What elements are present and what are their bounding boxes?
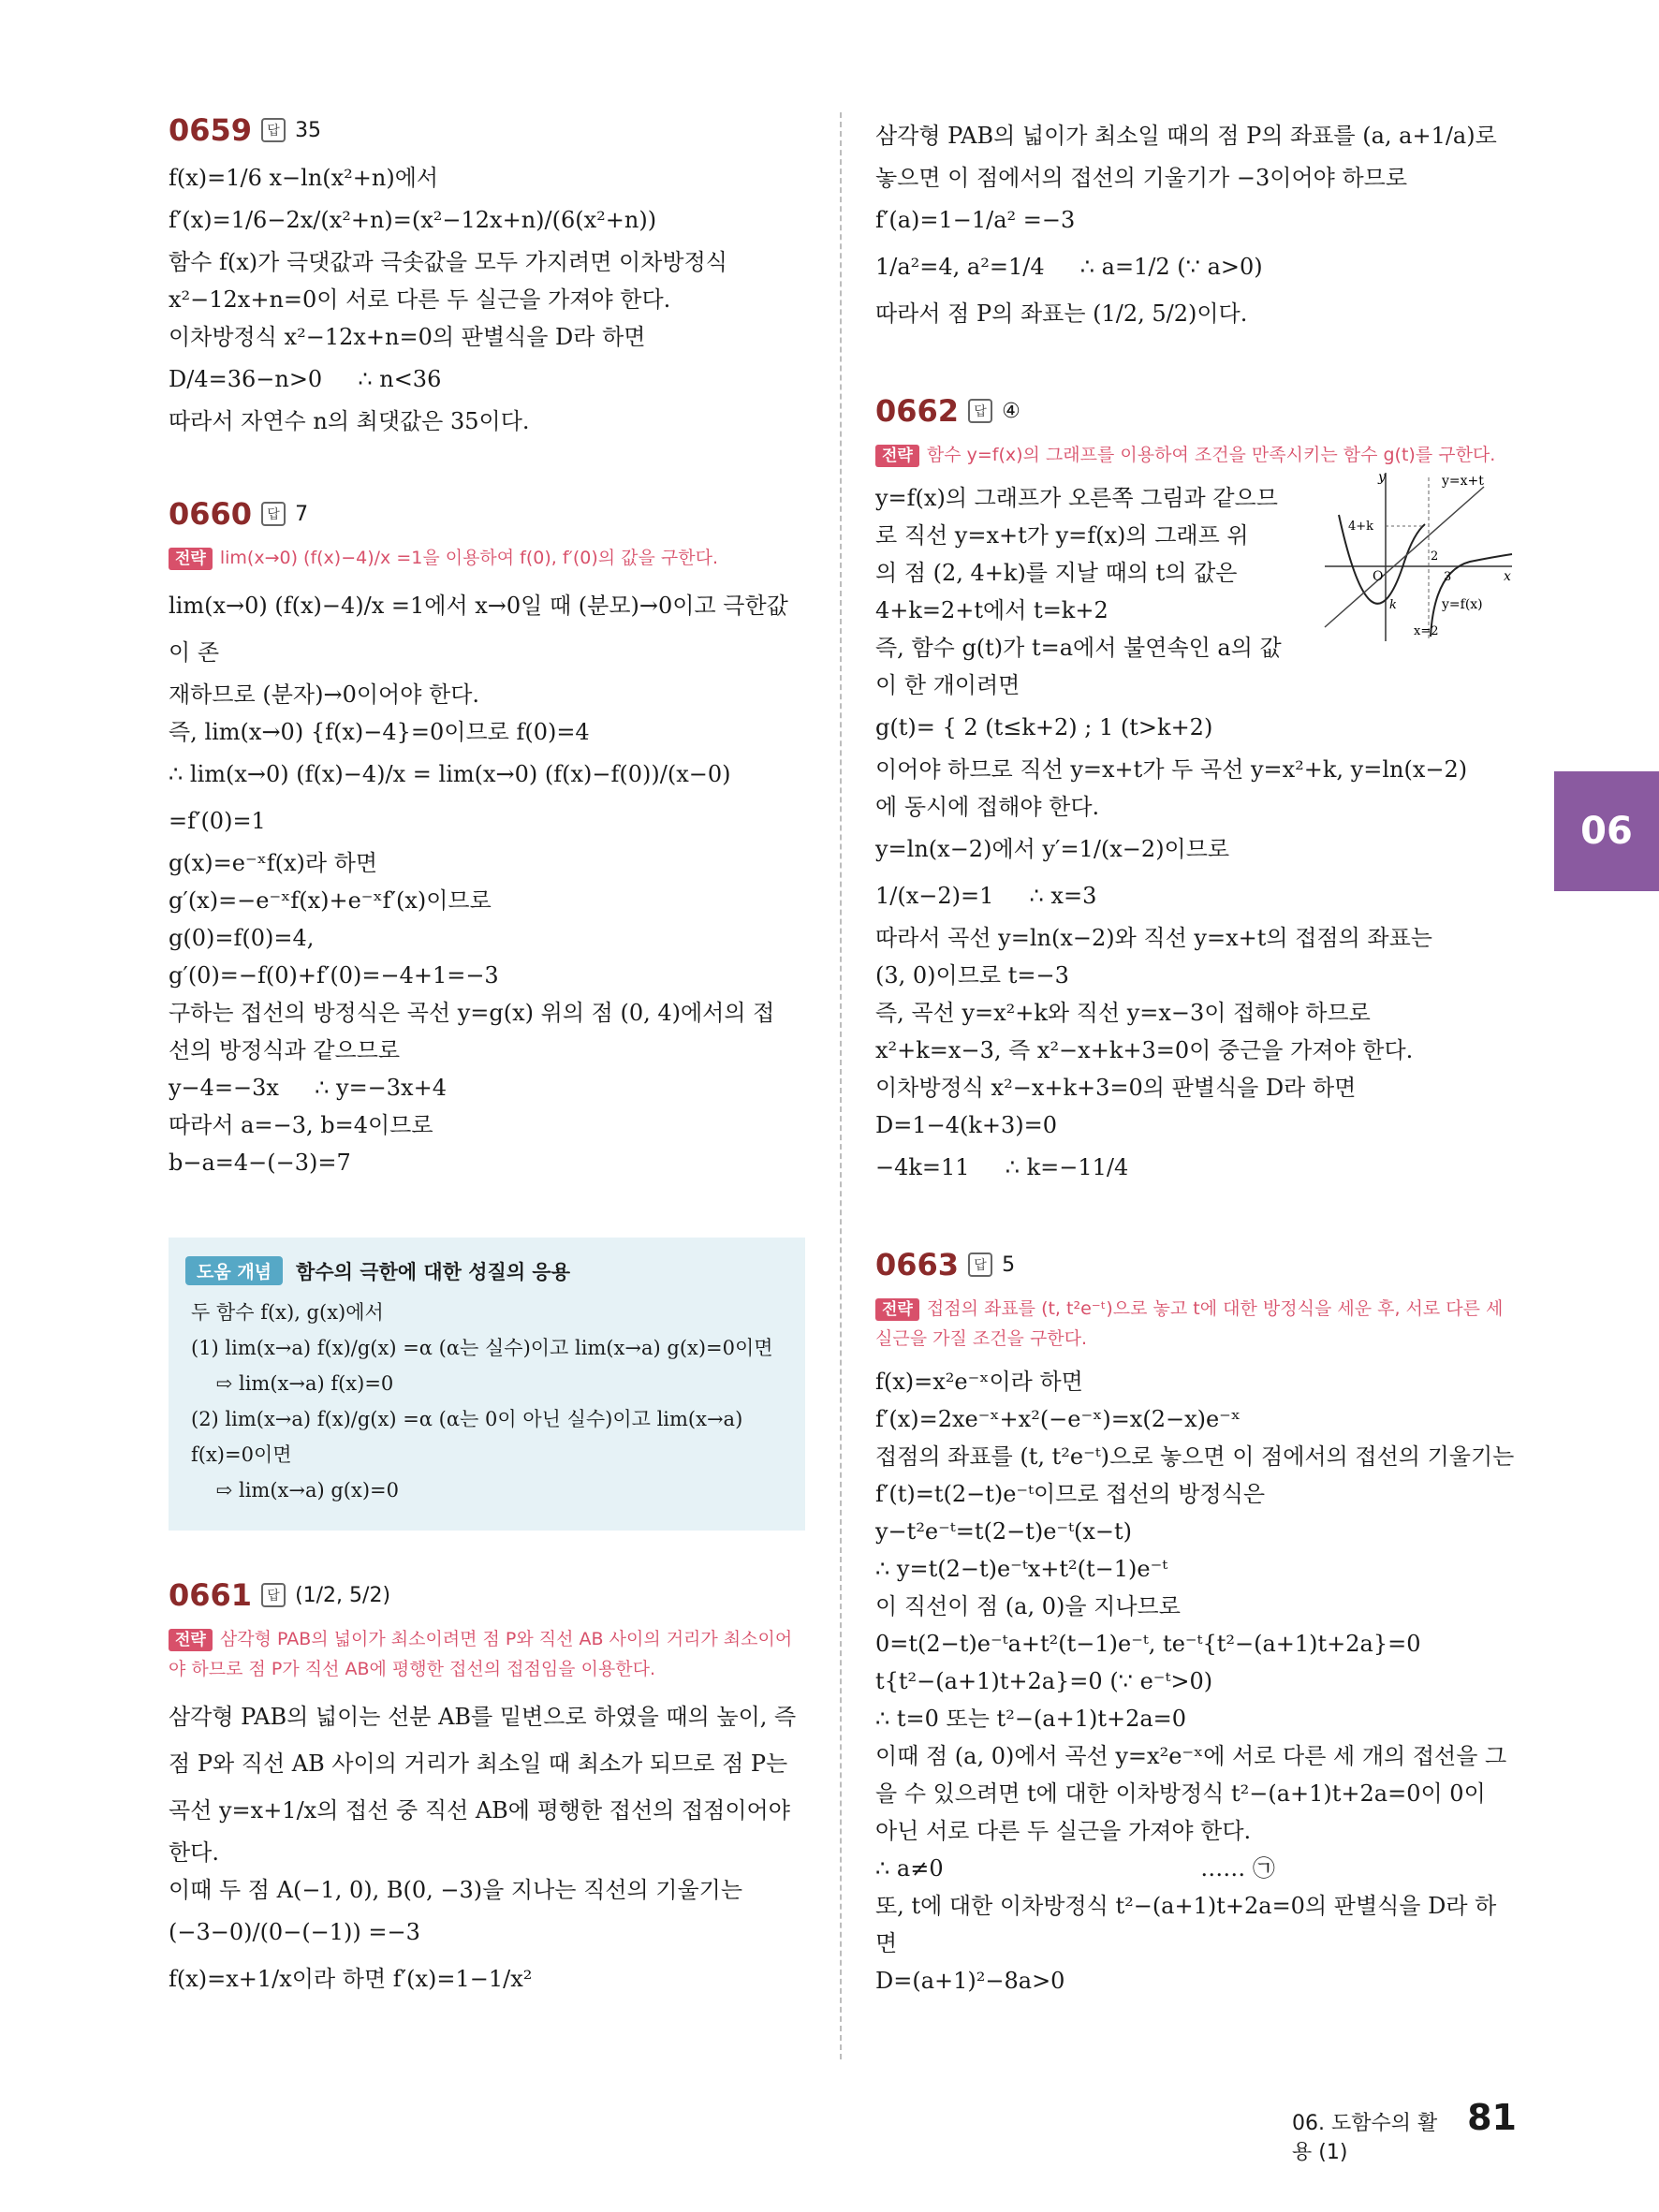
solution-line: ∴ y=t(2−t)e⁻ᵗx+t²(t−1)e⁻ᵗ — [875, 1556, 1168, 1582]
answer-icon: 답 — [261, 502, 286, 526]
solution-line: ∴ t=0 또는 t²−(a+1)t+2a=0 — [875, 1706, 1187, 1732]
solution-line: t{t²−(a+1)t+2a}=0 (∵ e⁻ᵗ>0) — [875, 1668, 1213, 1694]
solution-line: 0=t(2−t)e⁻ᵗa+t²(t−1)e⁻ᵗ, te⁻ᵗ{t²−(a+1)t+2a}=0 — [875, 1631, 1421, 1657]
problem-number: 0659 — [169, 112, 253, 148]
concept-box — [169, 1238, 805, 1531]
solution-line: 점 P와 직선 AB 사이의 거리가 최소일 때 최소가 되므로 점 P는 — [169, 1751, 788, 1777]
problem-0661-continued — [875, 112, 1517, 337]
solution-line: 이 한 개이려면 — [875, 672, 1020, 698]
solution-line: 따라서 자연수 n의 최댓값은 35이다. — [169, 408, 530, 434]
x2-label: 2 — [1431, 549, 1439, 564]
solution-line: f′(x)=2xe⁻ˣ+x²(−e⁻ˣ)=x(2−x)e⁻ˣ — [875, 1406, 1241, 1432]
problem-0661 — [169, 1577, 805, 2002]
solution-line: 따라서 a=−3, b=4이므로 — [169, 1112, 433, 1138]
curve-label: y=f(x) — [1442, 597, 1483, 612]
strategy-note — [169, 543, 805, 573]
solution-line: 즉, 함수 g(t)가 t=a에서 불연속인 a의 값 — [875, 635, 1282, 661]
solution-line: 삼각형 PAB의 넓이는 선분 AB를 밑변으로 하였을 때의 높이, 즉 — [169, 1704, 797, 1730]
solution-line: y=f(x)의 그래프가 오른쪽 그림과 같으므 — [875, 485, 1278, 511]
solution-line: 로 직선 y=x+t가 y=f(x)의 그래프 위 — [875, 522, 1249, 549]
solution-line: g(t)= { 2 (t≤k+2) ; 1 (t>k+2) — [875, 714, 1213, 740]
solution-line: 이어야 하므로 직선 y=x+t가 두 곡선 y=x²+k, y=ln(x−2) — [875, 756, 1468, 783]
problem-0660 — [169, 496, 805, 1181]
solution-line: 에 동시에 접해야 한다. — [875, 794, 1100, 820]
asymptote-label: x=2 — [1414, 624, 1439, 638]
origin-label: O — [1373, 569, 1384, 584]
answer-value: 7 — [295, 502, 309, 526]
solution-line: g′(x)=−e⁻ˣf(x)+e⁻ˣf′(x)이므로 — [169, 887, 492, 914]
graph-figure — [1320, 468, 1517, 646]
solution-line: 아닌 서로 다른 두 실근을 가져야 한다. — [875, 1818, 1252, 1844]
solution-line: f′(t)=t(2−t)e⁻ᵗ이므로 접선의 방정식은 — [875, 1481, 1266, 1507]
page-footer — [1292, 2097, 1517, 2165]
problem-0659 — [169, 112, 805, 440]
problem-header — [875, 1247, 1517, 1282]
solution-line: 또, t에 대한 이차방정식 t²−(a+1)t+2a=0의 판별식을 D라 하면 — [875, 1893, 1497, 1956]
solution-line: D=(a+1)²−8a>0 — [875, 1968, 1065, 1994]
solution-line: 접점의 좌표를 (t, t²e⁻ᵗ)으로 놓으면 이 점에서의 접선의 기울기는 — [875, 1443, 1515, 1470]
solution-line: b−a=4−(−3)=7 — [169, 1150, 351, 1176]
problem-number: 0662 — [875, 393, 960, 429]
solution-line: x²−12x+n=0이 서로 다른 두 실근을 가져야 한다. — [169, 286, 671, 313]
concept-line: 두 함수 f(x), g(x)에서 — [191, 1301, 384, 1324]
right-column — [875, 112, 1517, 2056]
solution-line: (3, 0)이므로 t=−3 — [875, 962, 1069, 989]
solution-line: ∴ a≠0 …… ㉠ — [875, 1855, 1275, 1882]
strategy-note — [875, 1294, 1517, 1354]
solution-line: 한다. — [169, 1839, 219, 1866]
problem-header — [169, 112, 805, 148]
solution-line: 의 점 (2, 4+k)를 지날 때의 t의 값은 — [875, 560, 1238, 586]
solution-line: lim(x→0) (f(x)−4)/x =1에서 x→0일 때 (분모)→0이고 극한값이 존 — [169, 593, 788, 666]
page-number: 81 — [1467, 2097, 1517, 2138]
solution-line: 따라서 점 P의 좌표는 (1/2, 5/2)이다. — [875, 300, 1248, 327]
solution-line: (−3−0)/(0−(−1)) =−3 — [169, 1919, 420, 1945]
solution-line: ∴ lim(x→0) (f(x)−4)/x = lim(x→0) (f(x)−f(0))/(x−0) =f′(0)=1 — [169, 761, 739, 834]
solution-line: 즉, 곡선 y=x²+k와 직선 y=x−3이 접해야 하므로 — [875, 1000, 1371, 1026]
y-mark-label: 4+k — [1348, 520, 1374, 534]
solution-line: D/4=36−n>0 ∴ n<36 — [169, 366, 442, 392]
x3-label: 3 — [1444, 570, 1452, 584]
solution-line: g(0)=f(0)=4, — [169, 925, 315, 951]
strategy-tag: 전략 — [169, 548, 213, 570]
problem-header — [875, 393, 1517, 429]
problem-number: 0660 — [169, 496, 253, 532]
strategy-tag: 전략 — [169, 1629, 213, 1651]
strategy-text: 함수 y=f(x)의 그래프를 이용하여 조건을 만족시키는 함수 g(t)를 구한다. — [926, 445, 1496, 465]
problem-number: 0663 — [875, 1247, 960, 1282]
concept-header — [185, 1256, 788, 1285]
concept-tag: 도움 개념 — [185, 1256, 283, 1285]
strategy-note — [169, 1624, 805, 1684]
strategy-text: 삼각형 PAB의 넓이가 최소이려면 점 P와 직선 AB 사이의 거리가 최소이어야 하므로 점 P가 직선 AB에 평행한 접선의 접점임을 이용한다. — [169, 1629, 793, 1679]
strategy-tag: 전략 — [875, 1298, 919, 1321]
answer-value: 5 — [1002, 1252, 1016, 1277]
problem-0663 — [875, 1247, 1517, 2000]
solution-line: f(x)=x²e⁻ˣ이라 하면 — [875, 1369, 1083, 1395]
solution-line: x²+k=x−3, 즉 x²−x+k+3=0이 중근을 가져야 한다. — [875, 1037, 1414, 1063]
solution-line: 1/a²=4, a²=1/4 ∴ a=1/2 (∵ a>0) — [875, 254, 1263, 280]
solution-line: 이 직선이 점 (a, 0)을 지나므로 — [875, 1593, 1181, 1619]
footer-chapter: 06. 도함수의 활용 (1) — [1292, 2112, 1438, 2164]
solution-line: 놓으면 이 점에서의 접선의 기울기가 −3이어야 하므로 — [875, 165, 1408, 191]
solution-line: 구하는 접선의 방정식은 곡선 y=g(x) 위의 점 (0, 4)에서의 접 — [169, 1000, 775, 1026]
answer-icon: 답 — [261, 1583, 286, 1607]
strategy-text: 접점의 좌표를 (t, t²e⁻ᵗ)으로 놓고 t에 대한 방정식을 세운 후, 서로 다른 세 실근을 가질 조건을 구한다. — [875, 1298, 1504, 1349]
solution-line: 즉, lim(x→0) {f(x)−4}=0이므로 f(0)=4 — [169, 719, 590, 745]
solution-line: 4+k=2+t에서 t=k+2 — [875, 597, 1108, 623]
solution-line: f′(x)=1/6−2x/(x²+n)=(x²−12x+n)/(6(x²+n)) — [169, 207, 657, 233]
answer-value: ④ — [1002, 399, 1020, 423]
solution-line: g(x)=e⁻ˣf(x)라 하면 — [169, 850, 378, 876]
solution-line: y−t²e⁻ᵗ=t(2−t)e⁻ᵗ(x−t) — [875, 1518, 1133, 1545]
solution-line: 곡선 y=x+1/x의 접선 중 직선 AB에 평행한 접선의 접점이어야 — [169, 1797, 790, 1824]
solution-line: 1/(x−2)=1 ∴ x=3 — [875, 883, 1097, 909]
line-label: y=x+t — [1442, 474, 1484, 489]
chapter-side-tab: 06 — [1554, 771, 1659, 891]
problem-header — [169, 496, 805, 532]
solution-line: 함수 f(x)가 극댓값과 극솟값을 모두 가지려면 이차방정식 — [169, 249, 727, 275]
solution-line: 을 수 있으려면 t에 대한 이차방정식 t²−(a+1)t+2a=0이 0이 — [875, 1780, 1486, 1807]
column-divider — [840, 112, 842, 2059]
solution-line: 이때 두 점 A(−1, 0), B(0, −3)을 지나는 직선의 기울기는 — [169, 1877, 743, 1903]
left-column — [169, 112, 805, 2058]
y-axis-label: y — [1378, 470, 1386, 485]
solution-line: f(x)=1/6 x−ln(x²+n)에서 — [169, 165, 439, 191]
solution-line: y−4=−3x ∴ y=−3x+4 — [169, 1075, 447, 1101]
solution-line: 이때 점 (a, 0)에서 곡선 y=x²e⁻ˣ에 서로 다른 세 개의 접선을 그 — [875, 1743, 1507, 1769]
answer-icon: 답 — [968, 1252, 992, 1277]
solution-line: f(x)=x+1/x이라 하면 f′(x)=1−1/x² — [169, 1966, 533, 1992]
concept-line: ⇨ lim(x→a) f(x)=0 — [191, 1372, 394, 1395]
answer-icon: 답 — [968, 399, 992, 423]
solution-line: 따라서 곡선 y=ln(x−2)와 직선 y=x+t의 접점의 좌표는 — [875, 925, 1432, 951]
strategy-tag: 전략 — [875, 445, 919, 467]
x-axis-label: x — [1504, 569, 1511, 584]
solution-line: 삼각형 PAB의 넓이가 최소일 때의 점 P의 좌표를 (a, a+1/a)로 — [875, 123, 1497, 149]
solution-line: g′(0)=−f(0)+f′(0)=−4+1=−3 — [169, 962, 499, 989]
solution-line: D=1−4(k+3)=0 — [875, 1112, 1058, 1138]
k-label: k — [1389, 598, 1397, 612]
concept-line: (2) lim(x→a) f(x)/g(x) =α (α는 0이 아닌 실수)이고 lim(x→a) f(x)=0이면 — [191, 1408, 749, 1466]
solution-line: 재하므로 (분자)→0이어야 한다. — [169, 681, 480, 708]
answer-value: 35 — [295, 118, 322, 142]
solution-line: f′(a)=1−1/a² =−3 — [875, 207, 1076, 233]
problem-number: 0661 — [169, 1577, 253, 1613]
concept-line: (1) lim(x→a) f(x)/g(x) =α (α는 실수)이고 lim(x→a) g(x)=0이면 — [191, 1337, 773, 1359]
answer-icon: 답 — [261, 118, 286, 142]
problem-0662 — [875, 393, 1517, 1191]
solution-line: 이차방정식 x²−x+k+3=0의 판별식을 D라 하면 — [875, 1075, 1357, 1101]
answer-value: (1/2, 5/2) — [295, 1583, 391, 1607]
wrapped-text — [875, 479, 1306, 704]
strategy-note — [875, 440, 1517, 470]
solution-line: 선의 방정식과 같으므로 — [169, 1037, 401, 1063]
concept-title: 함수의 극한에 대한 성질의 응용 — [296, 1260, 570, 1283]
strategy-text: lim(x→0) (f(x)−4)/x =1을 이용하여 f(0), f′(0)의 값을 구한다. — [219, 548, 719, 568]
solution-line: 이차방정식 x²−12x+n=0의 판별식을 D라 하면 — [169, 324, 646, 350]
problem-header — [169, 1577, 805, 1613]
solution-line: y=ln(x−2)에서 y′=1/(x−2)이므로 — [875, 836, 1230, 862]
concept-line: ⇨ lim(x→a) g(x)=0 — [191, 1479, 399, 1502]
solution-line: −4k=11 ∴ k=−11/4 — [875, 1154, 1129, 1180]
